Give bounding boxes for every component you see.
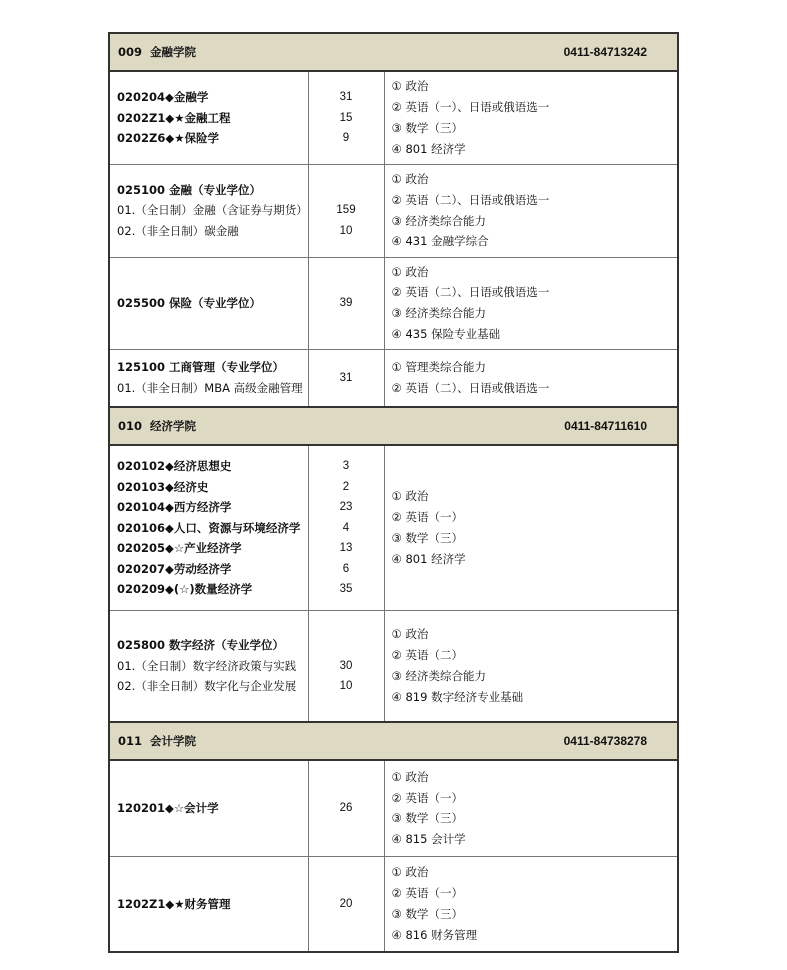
major-item: 02.（非全日制）数字化与企业发展 [117,679,297,694]
exam-subject: ① 政治 [391,489,429,504]
section-header [109,33,678,71]
enrollment-counts [308,164,384,257]
exam-subject: ① 政治 [391,627,429,642]
section-title: 011 会计学院 [118,734,197,749]
section-title: 009 金融学院 [118,45,197,59]
exam-subject: ① 政治 [391,79,429,94]
enrollment-count: 31 [339,371,353,384]
enrollment-count: 159 [336,204,356,217]
enrollment-counts [308,760,384,856]
major-item: 020103◆经济史 [117,479,209,494]
major-list [109,445,308,610]
major-item: 020106◆人口、资源与环境经济学 [117,520,301,535]
exam-subject: ② 英语（一） [391,510,463,525]
major-item: 020204◆金融学 [117,90,209,104]
major-item: 01.（全日制）金融（含证券与期货） [117,203,308,218]
exam-subjects [384,856,678,952]
enrollment-count: 15 [339,111,353,124]
exam-subject: ② 英语（二）、日语或俄语选一 [391,285,550,300]
major-item: 020102◆经济思想史 [117,459,232,474]
exam-subjects [384,445,678,610]
major-item: 025800 数字经济（专业学位） [117,638,285,653]
major-item: 020205◆☆产业经济学 [117,541,242,556]
exam-subject: ③ 经济类综合能力 [391,668,486,683]
enrollment-count: 20 [339,897,353,910]
admissions-table-page [108,32,677,953]
admissions-table [108,32,679,953]
exam-subject: ① 政治 [391,769,429,784]
enrollment-count: 10 [339,224,353,237]
exam-subject: ① 政治 [391,171,429,186]
major-item: 120201◆☆会计学 [117,801,219,816]
exam-subject: ③ 数学（三） [391,120,463,135]
major-item: 0202Z6◆★保险学 [117,131,220,145]
major-item: 020207◆劳动经济学 [117,561,232,576]
major-item: 1202Z1◆★财务管理 [117,896,231,911]
exam-subject: ② 英语（二）、日语或俄语选一 [391,192,550,207]
enrollment-counts [308,257,384,349]
exam-subjects [384,71,678,164]
exam-subjects [384,760,678,856]
exam-subject: ③ 经济类综合能力 [391,306,486,321]
exam-subjects [384,349,678,407]
exam-subject: ① 政治 [391,865,429,880]
major-list [109,760,308,856]
enrollment-count: 4 [342,521,350,534]
table-row [109,257,678,349]
enrollment-count: 23 [339,501,353,514]
exam-subject: ② 英语（一）、日语或俄语选一 [391,99,550,114]
exam-subject: ① 政治 [391,264,429,279]
major-list [109,164,308,257]
exam-subject: ② 英语（一） [391,886,463,901]
enrollment-count: 13 [339,542,353,555]
enrollment-count [309,180,384,201]
section-phone: 0411-84711610 [564,419,648,434]
major-item: 0202Z1◆★金融工程 [117,110,231,125]
exam-subject: ② 英语（二）、日语或俄语选一 [391,380,550,395]
table-row [109,856,678,952]
major-list [109,71,308,164]
section-header [109,722,678,760]
enrollment-count: 39 [339,296,353,309]
section-phone: 0411-84738278 [563,734,648,749]
major-item: 01.（全日制）数字经济政策与实践 [117,658,297,673]
enrollment-count: 30 [339,659,353,672]
exam-subject: ④ 819 数字经济专业基础 [391,689,524,704]
enrollment-counts [308,349,384,407]
enrollment-count: 3 [342,460,350,473]
enrollment-count: 10 [339,680,353,693]
major-item: 125100 工商管理（专业学位） [117,360,285,375]
section-header [109,407,678,445]
exam-subject: ③ 经济类综合能力 [391,213,486,228]
major-item: 020209◆(☆)数量经济学 [117,582,253,597]
major-item: 025100 金融（专业学位） [117,182,262,197]
exam-subject: ① 管理类综合能力 [391,360,486,375]
enrollment-count [309,635,384,656]
exam-subject: ④ 435 保险专业基础 [391,326,501,341]
exam-subject: ③ 数学（三） [391,530,463,545]
exam-subject: ② 英语（二） [391,648,463,663]
section-title: 010 经济学院 [118,419,197,434]
exam-subject: ④ 816 财务管理 [391,927,478,942]
major-list [109,856,308,952]
exam-subject: ④ 815 会计学 [391,832,466,847]
table-row [109,349,678,407]
exam-subject: ④ 801 经济学 [391,141,466,156]
exam-subjects [384,610,678,722]
enrollment-count: 2 [342,480,350,493]
major-item: 02.（非全日制）碳金融 [117,223,239,238]
exam-subject: ③ 数学（三） [391,906,463,921]
table-row [109,760,678,856]
major-list [109,610,308,722]
enrollment-counts [308,610,384,722]
enrollment-count: 6 [342,562,350,575]
enrollment-count: 35 [339,583,353,596]
enrollment-count: 26 [339,802,353,815]
enrollment-count: 31 [339,91,353,103]
exam-subjects [384,164,678,257]
exam-subject: ② 英语（一） [391,790,463,805]
table-row [109,610,678,722]
enrollment-counts [308,71,384,164]
exam-subject: ③ 数学（三） [391,811,463,826]
enrollment-count: 9 [342,132,350,144]
enrollment-counts [308,856,384,952]
major-list [109,349,308,407]
major-item: 020104◆西方经济学 [117,500,232,515]
table-row [109,71,678,164]
major-list [109,257,308,349]
table-row [109,445,678,610]
major-item: 01.（非全日制）MBA 高级金融管理 [117,380,303,395]
section-phone: 0411-84713242 [563,45,648,59]
enrollment-counts [308,445,384,610]
exam-subjects [384,257,678,349]
major-item: 025500 保险（专业学位） [117,295,262,310]
exam-subject: ④ 431 金融学综合 [391,234,489,249]
table-row [109,164,678,257]
exam-subject: ④ 801 经济学 [391,551,466,566]
